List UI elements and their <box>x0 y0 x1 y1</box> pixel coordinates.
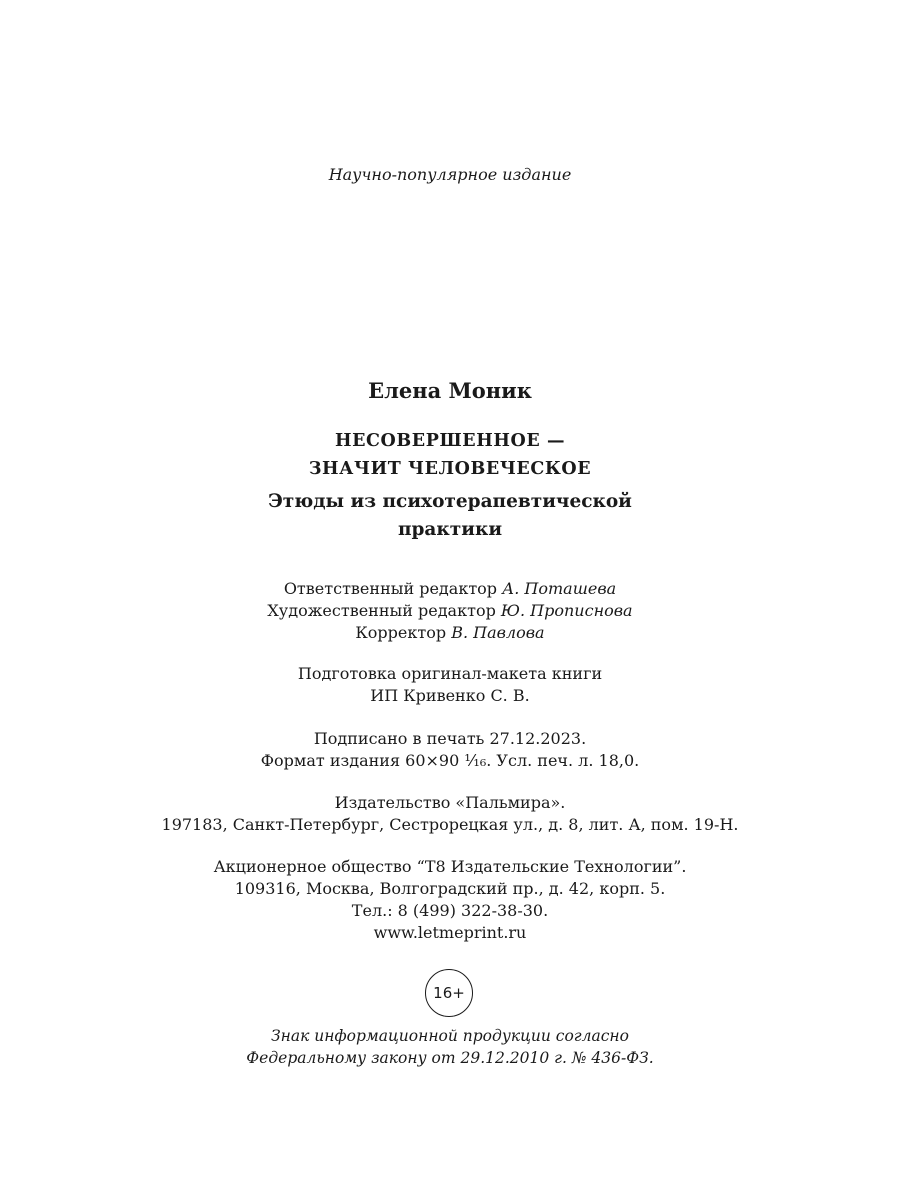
credit-proofreader <box>0 622 900 644</box>
printer-address: 109316, Москва, Волгоградский пр., д. 42, корп. 5. <box>234 879 666 898</box>
credit-person: А. Поташева <box>502 579 617 598</box>
age-rating-label: 16+ <box>433 984 465 1002</box>
credit-role: Корректор <box>355 623 452 642</box>
book-subtitle-line-1: Этюды из психотерапевтической <box>268 491 632 512</box>
book-subtitle-line-2: практики <box>397 519 503 540</box>
credit-art-editor <box>0 600 900 622</box>
credit-person: Ю. Прописнова <box>500 601 633 620</box>
credit-role: Художественный редактор <box>267 601 501 620</box>
author-name: Елена Моник <box>368 378 532 403</box>
layout-prep-line-2: ИП Кривенко С. В. <box>370 686 530 705</box>
layout-prep-line-1: Подготовка оригинал-макета книги <box>297 664 603 683</box>
printer-name: Акционерное общество “Т8 Издательские Технологии”. <box>213 857 687 876</box>
credit-person: В. Павлова <box>451 623 545 642</box>
info-notice-line-1: Знак информационной продукции согласно <box>271 1027 629 1045</box>
publisher-address: 197183, Санкт-Петербург, Сестрорецкая ул., д. 8, лит. А, пом. 19-Н. <box>161 815 739 834</box>
credit-role: Ответственный редактор <box>283 579 503 598</box>
book-title-line-2: ЗНАЧИТ ЧЕЛОВЕЧЕСКОЕ <box>308 459 592 479</box>
info-notice-line-2: Федеральному закону от 29.12.2010 г. № 436-ФЗ. <box>246 1049 654 1067</box>
edition-type: Научно-популярное издание <box>328 165 572 184</box>
printer-website: www.letmeprint.ru <box>373 923 527 942</box>
print-format: Формат издания 60×90 ¹⁄₁₆. Усл. печ. л. 18,0. <box>260 751 640 770</box>
credit-responsible-editor <box>0 578 900 600</box>
age-rating-badge <box>425 969 473 1017</box>
book-title-line-1: НЕСОВЕРШЕННОЕ — <box>334 431 566 451</box>
printer-phone: Тел.: 8 (499) 322-38-30. <box>351 901 549 920</box>
publisher-name: Издательство «Пальмира». <box>334 793 566 812</box>
signed-to-print: Подписано в печать 27.12.2023. <box>313 729 587 748</box>
